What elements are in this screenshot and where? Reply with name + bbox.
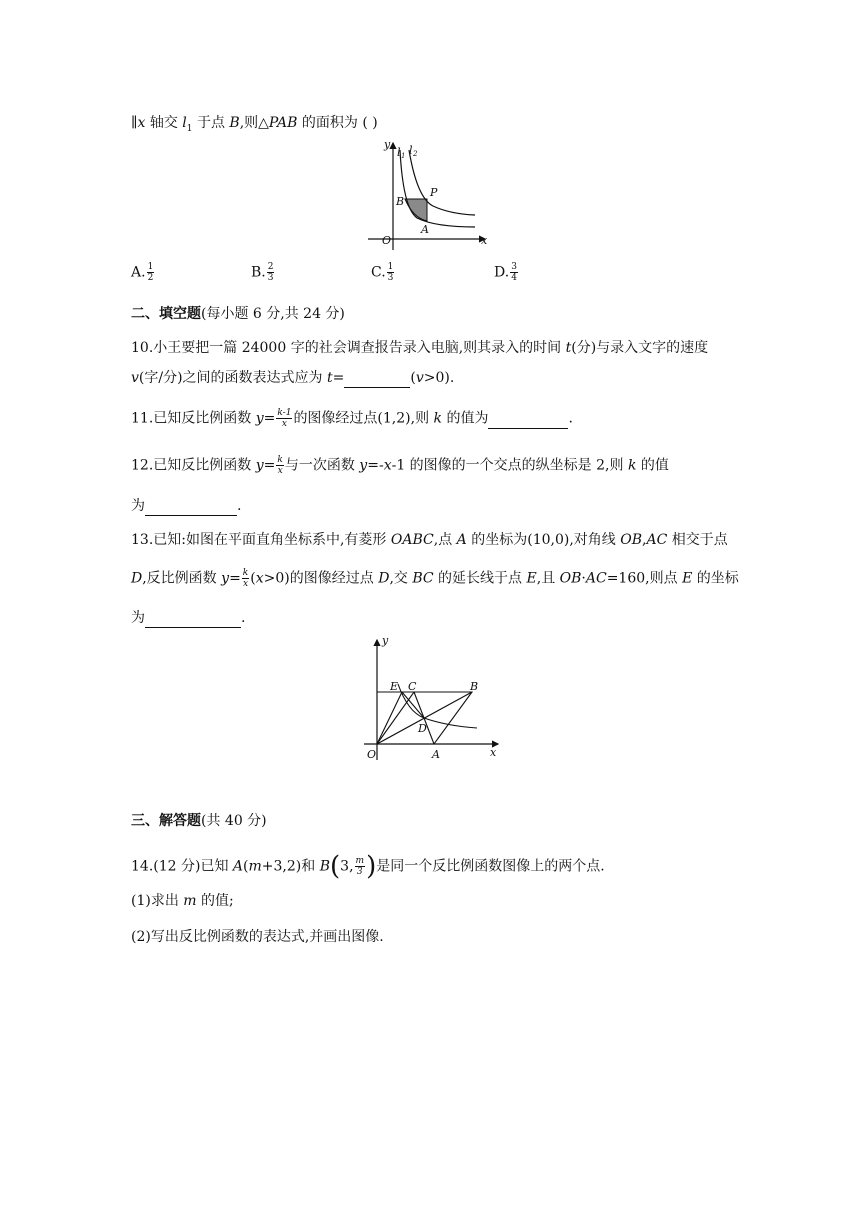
var-k: k bbox=[627, 457, 637, 474]
numerator: 3 bbox=[511, 262, 517, 272]
label-A: A bbox=[432, 748, 440, 761]
parallel-symbol: ∥ bbox=[131, 115, 138, 131]
answer-blank[interactable] bbox=[344, 373, 410, 388]
text: 于点 bbox=[192, 115, 230, 131]
text: 为 bbox=[131, 610, 145, 626]
q9-tail-line bbox=[131, 113, 378, 139]
var-l: l bbox=[182, 115, 187, 131]
option-c[interactable] bbox=[371, 262, 395, 283]
denominator: 3 bbox=[387, 273, 394, 283]
numerator: m bbox=[355, 856, 365, 866]
q10-line-2 bbox=[131, 368, 454, 388]
option-label: A. bbox=[131, 264, 146, 281]
text: 的坐标 bbox=[692, 570, 739, 587]
section-2-heading bbox=[131, 304, 345, 324]
label-C: C bbox=[408, 680, 417, 693]
q14-sub-1 bbox=[131, 891, 234, 911]
label-y: y bbox=[384, 138, 391, 151]
text: 相交于点 bbox=[667, 532, 728, 548]
q13-figure bbox=[362, 636, 507, 764]
option-d[interactable] bbox=[494, 262, 519, 283]
text: . bbox=[237, 498, 242, 514]
text: = bbox=[263, 457, 276, 474]
denominator: x bbox=[281, 419, 287, 429]
text: (分)与录入文字的速度 bbox=[571, 340, 709, 356]
section-note: (共 40 分) bbox=[201, 813, 267, 829]
text: , bbox=[642, 532, 647, 548]
denominator: 4 bbox=[511, 273, 517, 283]
text: 的图像经过点(1,2),则 bbox=[293, 410, 434, 427]
label-l2: l bbox=[409, 144, 413, 157]
var-A: A bbox=[232, 858, 244, 875]
fraction bbox=[276, 408, 292, 429]
text: = bbox=[229, 570, 241, 587]
text: 的值为 bbox=[442, 410, 489, 427]
var-k: k bbox=[433, 410, 443, 427]
denominator: x bbox=[242, 579, 249, 589]
var-x: x bbox=[137, 115, 146, 131]
text: 为 bbox=[131, 498, 145, 514]
text: =- bbox=[367, 457, 384, 474]
label-x: x bbox=[490, 746, 497, 759]
var-PAB: PAB bbox=[268, 115, 298, 131]
q14-line bbox=[131, 851, 605, 882]
text: >0)的图像经过点 bbox=[263, 570, 379, 587]
fraction bbox=[510, 262, 518, 283]
answer-blank[interactable] bbox=[488, 414, 568, 429]
text: 10.小王要把一篇 24000 字的社会调查报告录入电脑,则其录入的时间 bbox=[131, 340, 566, 356]
q13-line-1 bbox=[131, 530, 728, 550]
text: 与一次函数 bbox=[284, 457, 360, 474]
right-paren: ) bbox=[366, 851, 377, 882]
text: 的坐标为(10,0),对角线 bbox=[466, 532, 621, 548]
label-l1: l bbox=[397, 146, 401, 159]
q11-line bbox=[131, 408, 573, 429]
label-l1-sub: 1 bbox=[401, 152, 406, 160]
fraction bbox=[147, 262, 155, 283]
text: . bbox=[568, 410, 573, 427]
text: +3,2)和 bbox=[261, 858, 320, 875]
numerator: 1 bbox=[387, 262, 394, 272]
label-B: B bbox=[396, 195, 405, 208]
text: (2)写出反比例函数的表达式,并画出图像. bbox=[131, 929, 384, 945]
denominator: 3 bbox=[356, 867, 363, 877]
numerator: k-1 bbox=[277, 408, 292, 418]
text: 轴交 bbox=[145, 115, 183, 131]
text: ,且 bbox=[536, 570, 560, 587]
text: ,交 bbox=[389, 570, 413, 587]
var-y: y bbox=[221, 570, 230, 587]
fraction bbox=[276, 455, 283, 476]
fraction bbox=[242, 568, 249, 589]
var-OB: OB bbox=[559, 570, 582, 587]
var-m: m bbox=[248, 858, 262, 875]
label-l2-sub: 2 bbox=[413, 150, 418, 158]
var-t: t bbox=[565, 340, 572, 356]
option-label: B. bbox=[251, 264, 266, 281]
section-note: (每小题 6 分,共 24 分) bbox=[201, 306, 345, 322]
label-E: E bbox=[390, 680, 399, 693]
var-v: v bbox=[131, 370, 139, 386]
var-OABC: OABC bbox=[390, 532, 434, 548]
var-D: D bbox=[131, 570, 143, 587]
label-O: O bbox=[367, 748, 377, 761]
var-v: v bbox=[415, 370, 424, 386]
option-label: C. bbox=[371, 264, 386, 281]
option-label: D. bbox=[494, 264, 510, 281]
var-B: B bbox=[229, 115, 240, 131]
text: . bbox=[241, 610, 246, 626]
answer-blank[interactable] bbox=[145, 613, 241, 628]
text: = bbox=[332, 370, 345, 386]
denominator: 2 bbox=[147, 273, 154, 283]
text: · bbox=[581, 570, 586, 587]
text: ( bbox=[243, 858, 249, 875]
fraction bbox=[355, 856, 366, 877]
var-y: y bbox=[359, 457, 368, 474]
var-x: x bbox=[255, 570, 264, 587]
label-A: A bbox=[421, 223, 429, 236]
section-title: 二、填空题 bbox=[131, 306, 201, 322]
var-D: D bbox=[378, 570, 390, 587]
line-OE bbox=[377, 692, 402, 744]
q13-line-3 bbox=[131, 608, 245, 628]
text: ( bbox=[250, 570, 256, 587]
q12-line-2 bbox=[131, 496, 241, 516]
text: 12.已知反比例函数 bbox=[131, 457, 256, 474]
var-OB: OB bbox=[620, 532, 642, 548]
text: >0). bbox=[423, 370, 455, 386]
text: ,则△ bbox=[239, 115, 269, 131]
var-y: y bbox=[255, 457, 264, 474]
text: 的值; bbox=[196, 893, 234, 909]
text: 的值 bbox=[636, 457, 669, 474]
label-y: y bbox=[382, 634, 389, 647]
answer-blank[interactable] bbox=[145, 501, 237, 516]
text: (1)求出 bbox=[131, 893, 184, 909]
text: =160,则点 bbox=[606, 570, 683, 587]
var-t: t bbox=[327, 370, 333, 386]
q9-figure bbox=[365, 138, 495, 253]
text: ( bbox=[410, 370, 416, 386]
denominator: 3 bbox=[267, 273, 274, 283]
text: 14.(12 分)已知 bbox=[131, 858, 233, 875]
left-paren: ( bbox=[330, 851, 341, 882]
var-x: x bbox=[383, 457, 392, 474]
var-y: y bbox=[255, 410, 264, 427]
label-O: O bbox=[382, 234, 392, 247]
numerator: k bbox=[277, 455, 283, 465]
text: ,点 bbox=[433, 532, 457, 548]
option-b[interactable] bbox=[251, 262, 275, 283]
q14-sub-2 bbox=[131, 927, 384, 947]
var-m: m bbox=[183, 893, 197, 909]
fraction bbox=[267, 262, 275, 283]
option-a[interactable] bbox=[131, 262, 155, 283]
section-3-heading bbox=[131, 811, 267, 831]
subscript: 1 bbox=[186, 123, 193, 134]
text: 11.已知反比例函数 bbox=[131, 410, 256, 427]
q13-line-2 bbox=[131, 568, 739, 589]
text: 3, bbox=[340, 858, 354, 875]
q10-line-1 bbox=[131, 338, 708, 358]
var-A: A bbox=[456, 532, 467, 548]
label-B: B bbox=[470, 680, 479, 693]
text: (字/分)之间的函数表达式应为 bbox=[138, 370, 328, 386]
numerator: 1 bbox=[147, 262, 154, 272]
var-E: E bbox=[682, 570, 693, 587]
text: = bbox=[263, 410, 276, 427]
var-BC: BC bbox=[412, 570, 434, 587]
text: 是同一个反比例函数图像上的两个点. bbox=[376, 858, 605, 875]
fraction bbox=[387, 262, 395, 283]
section-title: 三、解答题 bbox=[131, 813, 201, 829]
var-E: E bbox=[526, 570, 537, 587]
numerator: k bbox=[242, 568, 249, 578]
label-x: x bbox=[481, 234, 488, 247]
var-AC: AC bbox=[585, 570, 607, 587]
text: 的延长线于点 bbox=[433, 570, 527, 587]
text: ,反比例函数 bbox=[142, 570, 222, 587]
var-AC: AC bbox=[646, 532, 668, 548]
label-D: D bbox=[418, 722, 427, 735]
numerator: 2 bbox=[267, 262, 274, 272]
text: 13.已知:如图在平面直角坐标系中,有菱形 bbox=[131, 532, 391, 548]
var-B: B bbox=[319, 858, 330, 875]
denominator: x bbox=[277, 466, 283, 476]
label-P: P bbox=[430, 186, 438, 199]
text: -1 的图像的一个交点的纵坐标是 2,则 bbox=[391, 457, 628, 474]
text: 的面积为 ( ) bbox=[297, 115, 378, 131]
q12-line-1 bbox=[131, 455, 669, 476]
